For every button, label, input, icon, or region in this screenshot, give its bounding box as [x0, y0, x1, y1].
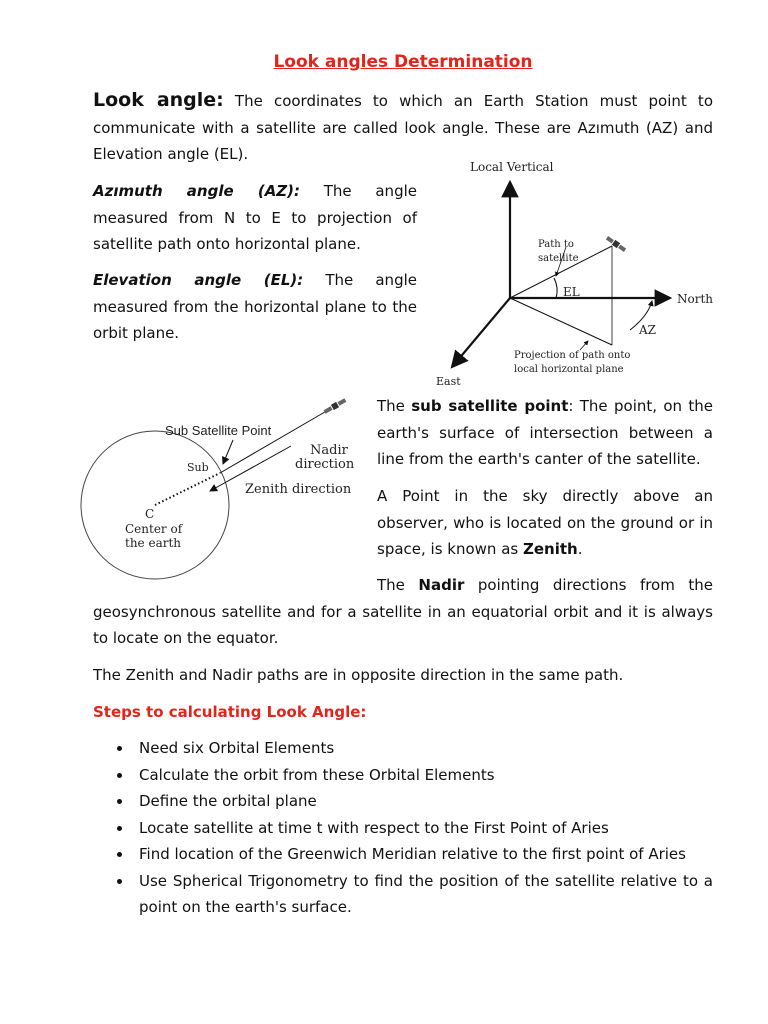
- steps-heading: Steps to calculating Look Angle:: [93, 703, 367, 721]
- el-label: EL: [563, 285, 580, 299]
- list-item: Calculate the orbit from these Orbital Elements: [93, 762, 713, 789]
- look-angle-term: Look angle:: [93, 89, 224, 111]
- azimuth-paragraph: [93, 178, 417, 258]
- east-label: East: [436, 375, 461, 388]
- sub-satellite-term: sub satellite point: [411, 397, 569, 415]
- projection-line: [510, 298, 612, 345]
- sub-label: Sub: [187, 461, 209, 474]
- elevation-text: The angle measured from the horizontal plane to the orbit plane.: [93, 271, 417, 342]
- projection-pointer-arrow: [580, 341, 588, 350]
- el-arc: [554, 278, 557, 298]
- look-angle-diagram: [430, 150, 730, 395]
- nadir-label-line2: direction: [295, 457, 355, 472]
- nadir-label-line1: Nadir: [310, 443, 348, 458]
- center-c-label: C: [145, 507, 155, 521]
- satellite-icon: [323, 397, 347, 414]
- azimuth-term: Azımuth angle (AZ):: [93, 182, 301, 200]
- zenith-term: Zenith: [522, 540, 578, 558]
- satellite-label: satellite: [538, 253, 579, 264]
- nadir-paragraph: The Nadir pointing directions from the geosynchronous satellite and for a satellite in an equatorial orbit and it is always to locate on the equator.: [93, 576, 713, 647]
- steps-list-container: [93, 735, 713, 921]
- list-item: Locate satellite at time t with respect to the First Point of Aries: [93, 815, 713, 842]
- azimuth-text: The angle measured from N to E to projection of satellite path onto horizontal plane.: [93, 182, 417, 253]
- projection-label-line1: Projection of path onto: [514, 350, 631, 361]
- center-label-line1: Center of: [125, 522, 183, 536]
- zenith-paragraph: A Point in the sky directly above an observer, who is located on the ground or in space, is known as Zenith.: [377, 487, 713, 558]
- local-vertical-label: Local Vertical: [470, 160, 554, 174]
- sub-satellite-point-label: Sub Satellite Point: [165, 423, 272, 438]
- nadir-term: Nadir: [418, 576, 465, 594]
- list-item: Find location of the Greenwich Meridian relative to the first point of Aries: [93, 841, 713, 868]
- north-label: North: [677, 292, 714, 306]
- sub-satellite-paragraph: The sub satellite point: The point, on the earth's surface of intersection between a line from the earth's canter of the satellite.: [377, 397, 713, 468]
- opposite-paths-paragraph: The Zenith and Nadir paths are in opposite direction in the same path.: [93, 666, 624, 684]
- sub-satellite-pointer: [223, 440, 233, 464]
- list-item: Use Spherical Trigonometry to find the position of the satellite relative to a point on the earth's surface.: [93, 868, 713, 921]
- list-item: Need six Orbital Elements: [93, 735, 713, 762]
- zenith-direction-label: Zenith direction: [245, 482, 352, 497]
- projection-label-line2: local horizontal plane: [514, 364, 624, 375]
- look-angle-text: The coordinates to which an Earth Station must point to communicate with a satellite are called look angle. These are Azımuth (AZ) and Elevation angle (EL).: [93, 92, 713, 163]
- east-axis: [452, 298, 510, 367]
- satellite-icon: [605, 235, 626, 253]
- az-label: AZ: [639, 323, 657, 337]
- center-label-line2: the earth: [125, 536, 182, 550]
- elevation-paragraph: [93, 267, 417, 347]
- elevation-term: Elevation angle (EL):: [93, 271, 304, 289]
- path-to-label: Path to: [538, 239, 574, 250]
- list-item: Define the orbital plane: [93, 788, 713, 815]
- center-to-surface-line: [155, 473, 220, 505]
- page-title: Look angles Determination: [273, 52, 533, 72]
- steps-list: [93, 735, 713, 921]
- sub-satellite-diagram: [75, 390, 365, 590]
